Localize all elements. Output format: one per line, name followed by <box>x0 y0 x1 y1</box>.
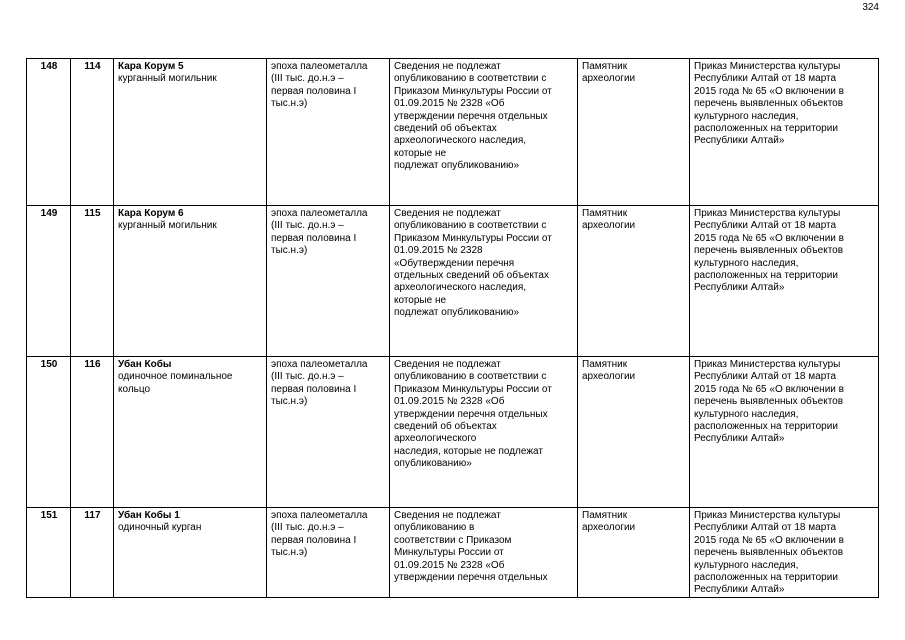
dating-cell: эпоха палеометалла (III тыс. до.н.э – первая половина I тыс.н.э) <box>267 59 390 206</box>
object-type: одиночное поминальное кольцо <box>118 371 233 395</box>
table-row <box>27 508 879 598</box>
object-name-cell <box>114 508 267 598</box>
row-sub-number: 117 <box>71 508 114 598</box>
row-number: 151 <box>27 508 71 598</box>
table-row <box>27 357 879 508</box>
object-name-cell <box>114 357 267 508</box>
document-cell: Приказ Министерства культуры Республики Алтай от 18 марта 2015 года № 65 «О включении в перечень выявленных объектов культурного наследия, расположенных на территории Республики Алтай» <box>690 206 879 357</box>
document-cell: Приказ Министерства культуры Республики Алтай от 18 марта 2015 года № 65 «О включении в перечень выявленных объектов культурного наследия, расположенных на территории Республики Алтай» <box>690 59 879 206</box>
object-type: одиночный курган <box>118 522 202 534</box>
object-name: Убан Кобы 1 <box>118 510 180 521</box>
row-number: 148 <box>27 59 71 206</box>
object-name-cell <box>114 59 267 206</box>
object-name: Убан Кобы <box>118 359 172 370</box>
dating-cell: эпоха палеометалла (III тыс. до.н.э – первая половина I тыс.н.э) <box>267 357 390 508</box>
heritage-registry-table <box>26 58 879 598</box>
table-row <box>27 206 879 357</box>
row-sub-number: 114 <box>71 59 114 206</box>
row-sub-number: 116 <box>71 357 114 508</box>
location-cell: Сведения не подлежат опубликованию в соответствии с Приказом Минкультуры России от 01.09.2015 № 2328 «Об утверждении перечня отдельных сведений об объектах археологического наследия, которые не подлежат опубликованию» <box>390 357 578 508</box>
row-sub-number: 115 <box>71 206 114 357</box>
table-row <box>27 59 879 206</box>
object-name: Кара Корум 6 <box>118 208 184 219</box>
object-name-cell <box>114 206 267 357</box>
object-type: курганный могильник <box>118 220 217 232</box>
row-number: 149 <box>27 206 71 357</box>
category-cell: Памятник археологии <box>578 206 690 357</box>
location-cell: Сведения не подлежат опубликованию в соответствии с Приказом Минкультуры России от 01.09.2015 № 2328 «Обутверждении перечня отдельных сведений об объектах археологического наследия, которые не подлежат опубликованию» <box>390 206 578 357</box>
dating-cell: эпоха палеометалла (III тыс. до.н.э – первая половина I тыс.н.э) <box>267 206 390 357</box>
category-cell: Памятник археологии <box>578 357 690 508</box>
document-cell: Приказ Министерства культуры Республики Алтай от 18 марта 2015 года № 65 «О включении в перечень выявленных объектов культурного наследия, расположенных на территории Республики Алтай» <box>690 357 879 508</box>
location-cell: Сведения не подлежат опубликованию в соответствии с Приказом Минкультуры России от 01.09.2015 № 2328 «Об утверждении перечня отдельных <box>390 508 578 598</box>
document-cell: Приказ Министерства культуры Республики Алтай от 18 марта 2015 года № 65 «О включении в перечень выявленных объектов культурного наследия, расположенных на территории Республики Алтай» <box>690 508 879 598</box>
dating-cell: эпоха палеометалла (III тыс. до.н.э – первая половина I тыс.н.э) <box>267 508 390 598</box>
row-number: 150 <box>27 357 71 508</box>
object-type: курганный могильник <box>118 73 217 85</box>
category-cell: Памятник археологии <box>578 508 690 598</box>
page-number: 324 <box>862 2 879 13</box>
object-name: Кара Корум 5 <box>118 61 184 72</box>
location-cell: Сведения не подлежат опубликованию в соответствии с Приказом Минкультуры России от 01.09.2015 № 2328 «Об утверждении перечня отдельных сведений об объектах археологического наследия, которые не подлежат опубликованию» <box>390 59 578 206</box>
category-cell: Памятник археологии <box>578 59 690 206</box>
